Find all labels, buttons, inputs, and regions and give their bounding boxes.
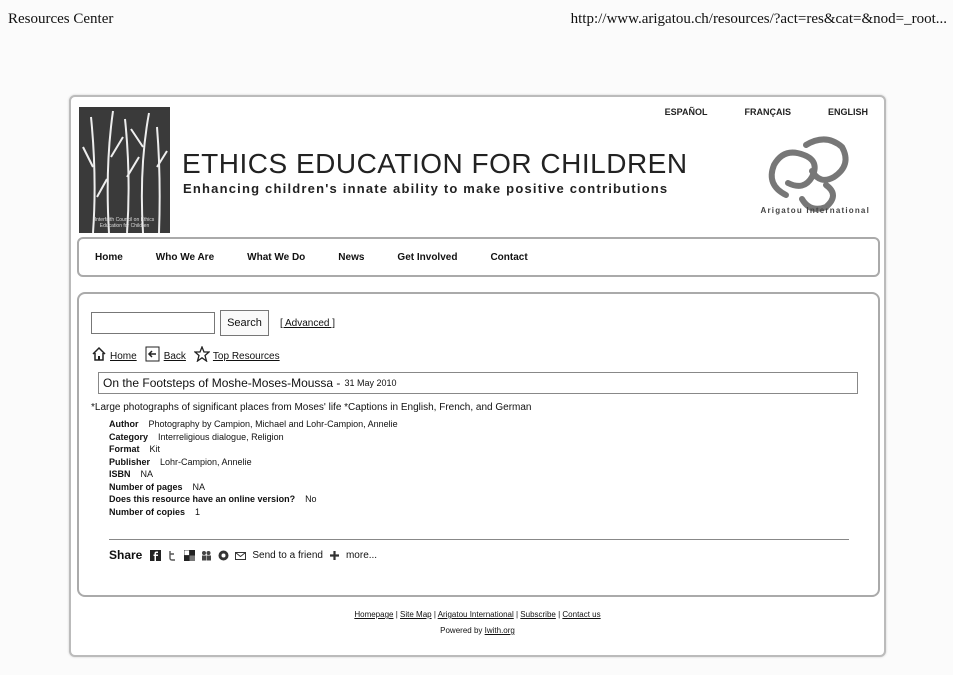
search-button[interactable]: Search <box>220 310 269 336</box>
meta-value: Kit <box>149 444 161 454</box>
meta-label: Number of pages <box>109 481 183 492</box>
footer-sitemap-link[interactable]: Site Map <box>400 610 432 619</box>
powered-link[interactable]: Iwith.org <box>484 626 515 635</box>
nav-news[interactable]: News <box>338 251 365 263</box>
resource-description: *Large photographs of significant places from Moses' life *Captions in English, French, and German <box>91 402 532 413</box>
meta-value: NA <box>140 469 154 479</box>
twitter-icon[interactable] <box>167 550 178 561</box>
crumb-home-label: Home <box>110 351 137 362</box>
nav-what-we-do[interactable]: What We Do <box>247 251 306 263</box>
footer-links: Homepage | Site Map | Arigatou International | Subscribe | Contact us <box>354 610 601 619</box>
logo-caption: Interfaith Council on Ethics Education for Children <box>94 217 155 229</box>
meta-value: Interreligious dialogue, Religion <box>158 431 284 442</box>
advanced-search-link[interactable]: [ Advanced ] <box>280 318 336 329</box>
meta-value: 1 <box>195 506 201 517</box>
meta-row-publisher <box>109 456 398 469</box>
lang-espanol[interactable]: ESPAÑOL <box>664 107 708 117</box>
email-icon[interactable] <box>235 550 246 561</box>
powered-by <box>71 626 884 635</box>
meta-value: NA <box>192 481 206 492</box>
meta-row-pages <box>109 481 398 494</box>
nav-who-we-are[interactable]: Who We Are <box>155 251 215 263</box>
page-frame <box>69 95 886 657</box>
meta-value: Photography by Campion, Michael and Lohr-Campion, Annelie <box>148 419 398 429</box>
crumb-back[interactable] <box>145 346 186 362</box>
meta-label: Format <box>109 444 140 454</box>
resource-title-box <box>98 372 858 394</box>
footer-contact-link[interactable]: Contact us <box>562 610 601 619</box>
meta-label: Number of copies <box>109 506 186 517</box>
resource-meta <box>109 418 398 518</box>
content-panel <box>77 292 880 597</box>
share-label: Share <box>109 548 143 562</box>
site-banner <box>79 105 876 232</box>
nav-contact[interactable]: Contact <box>490 251 528 263</box>
nav-get-involved[interactable]: Get Involved <box>397 251 458 263</box>
meta-row-copies <box>109 506 398 519</box>
site-tagline: Enhancing children's innate ability to make positive contributions <box>183 181 669 196</box>
powered-prefix: Powered by <box>440 626 483 635</box>
crumb-top-resources[interactable] <box>194 346 280 362</box>
facebook-icon[interactable] <box>150 550 161 561</box>
meta-row-author <box>109 418 398 431</box>
meta-label: Author <box>109 419 139 429</box>
more-share-link[interactable]: more... <box>345 549 378 561</box>
meta-row-online <box>109 493 398 506</box>
delicious-icon[interactable] <box>184 550 195 561</box>
myspace-icon[interactable] <box>201 550 212 561</box>
breadcrumb <box>91 346 288 362</box>
print-header-url: http://www.arigatou.ch/resources/?act=res&cat=&nod=_root... <box>570 11 947 27</box>
lang-francais[interactable]: FRANÇAIS <box>744 107 791 117</box>
arigatou-caption: Arigatou International <box>760 206 870 215</box>
search-input[interactable] <box>91 312 215 334</box>
footer-homepage-link[interactable]: Homepage <box>354 610 394 619</box>
lang-english[interactable]: ENGLISH <box>827 107 868 117</box>
resource-title: On the Footsteps of Moshe-Moses-Moussa - <box>103 376 341 390</box>
nav-home[interactable]: Home <box>95 251 123 263</box>
meta-value: No <box>305 494 317 504</box>
crumb-top-label: Top Resources <box>212 351 280 362</box>
footer-subscribe-link[interactable]: Subscribe <box>520 610 556 619</box>
crumb-home[interactable] <box>91 346 137 362</box>
home-icon <box>91 346 107 362</box>
meta-label: Category <box>109 431 149 442</box>
digg-icon[interactable] <box>218 550 229 561</box>
bamboo-logo-icon <box>79 107 170 233</box>
share-bar <box>109 548 377 562</box>
print-header-title: Resources Center <box>8 11 114 27</box>
crumb-back-label: Back <box>163 351 186 362</box>
share-divider <box>109 539 849 540</box>
language-bar <box>665 107 868 117</box>
meta-label: Does this resource have an online version? <box>109 494 296 504</box>
star-icon <box>194 346 210 362</box>
meta-value: Lohr-Campion, Annelie <box>160 456 252 467</box>
meta-label: ISBN <box>109 469 131 479</box>
footer-arigatou-link[interactable]: Arigatou International <box>437 610 514 619</box>
main-nav <box>77 237 880 277</box>
site-logo[interactable] <box>79 107 170 233</box>
arigatou-logo-icon[interactable] <box>756 125 856 215</box>
plus-icon[interactable] <box>329 550 340 561</box>
site-title: ETHICS EDUCATION FOR CHILDREN <box>182 148 688 179</box>
send-to-friend-link[interactable]: Send to a friend <box>252 549 323 561</box>
meta-row-isbn <box>109 468 398 481</box>
meta-label: Publisher <box>109 456 151 467</box>
resource-date: 31 May 2010 <box>344 378 397 388</box>
meta-row-category <box>109 431 398 444</box>
back-arrow-icon <box>145 346 161 362</box>
meta-row-format <box>109 443 398 456</box>
